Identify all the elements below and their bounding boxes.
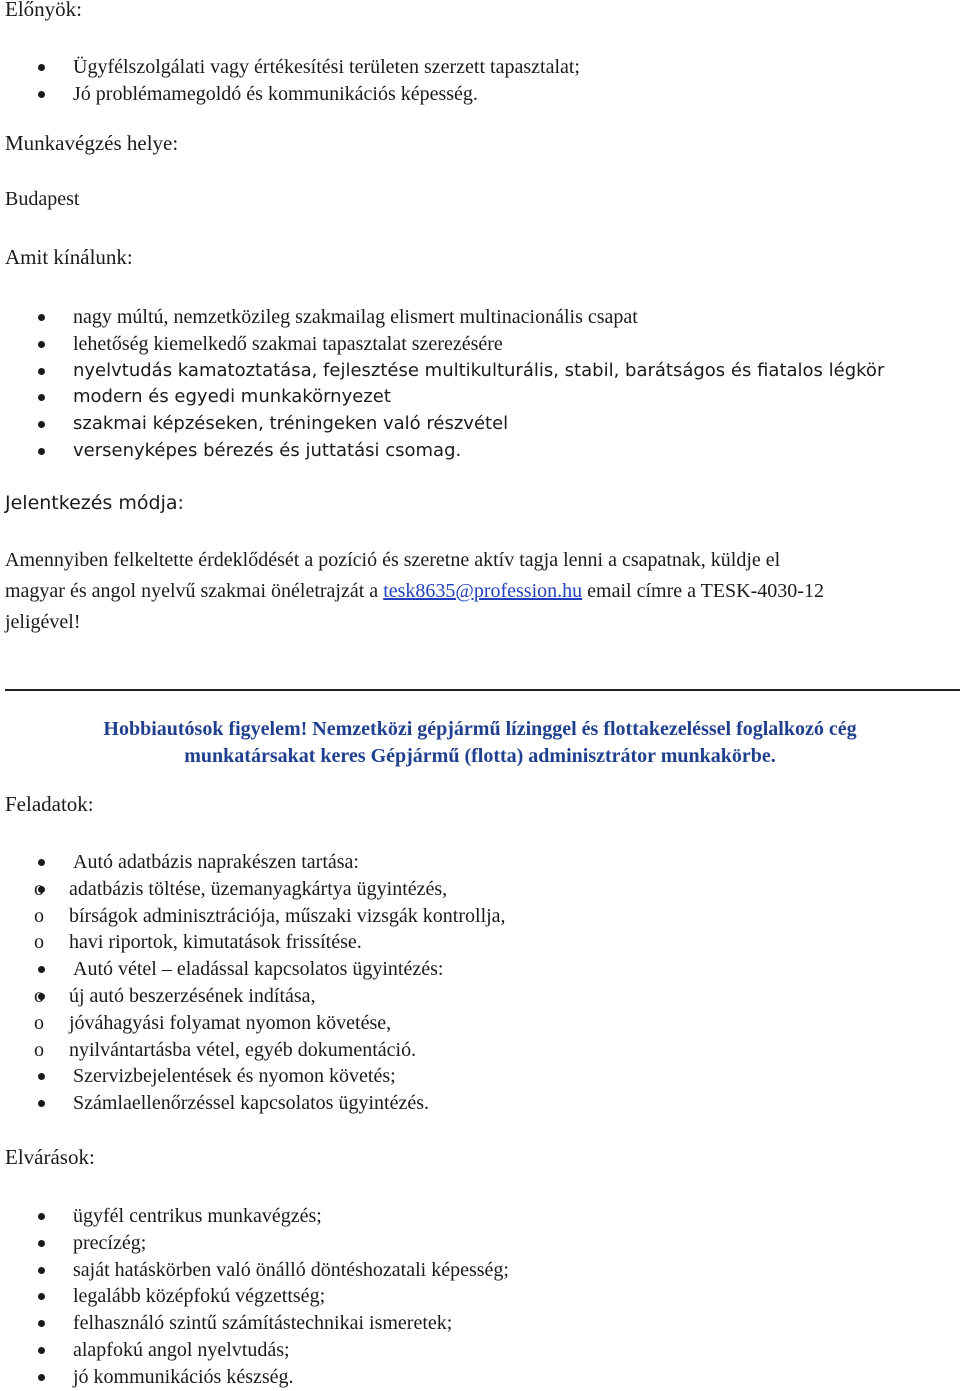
list-item: szakmai képzéseken, tréningeken való részvétel [0,411,884,438]
list-item: jó kommunikációs készség. [0,1364,509,1391]
apply-line-3: jeligével! [5,611,81,633]
heading-jelentkezes: Jelentkezés módja: [5,492,184,514]
list-item: nagy múltú, nemzetközileg szakmailag elismert multinacionális csapat [0,304,884,331]
list-item: versenyképes bérezés és juttatási csomag. [0,438,884,465]
location-text: Budapest [5,188,80,210]
list-item: nyelvtudás kamatoztatása, fejlesztése multikulturális, stabil, barátságos és fiatalos légkör [0,358,884,385]
sublist-item: o nyilvántartásba vétel, egyéb dokumentáció. [0,1037,506,1064]
list-item: legalább középfokú végzettség; [0,1283,509,1310]
sublist-item: o új autó beszerzésének indítása, [0,983,506,1010]
list-item: precízég; [0,1230,509,1257]
list-item: lehetőség kiemelkedő szakmai tapasztalat szerezésére [0,331,884,358]
sublist [0,983,506,1063]
list-item: alapfokú angol nyelvtudás; [0,1337,509,1364]
heading-kinalunk: Amit kínálunk: [5,245,133,269]
sublist-item: o havi riportok, kimutatások frissítése. [0,929,506,956]
heading-elonyok: Előnyök: [5,0,82,21]
list-item: ügyfél centrikus munkavégzés; [0,1203,509,1230]
heading-munkavegzes: Munkavégzés helye: [5,131,179,155]
elonyok-list [0,54,580,108]
apply-text-before: magyar és angol nyelvű szakmai önéletrajzát a [5,580,384,602]
heading-feladatok: Feladatok: [5,792,94,816]
list-item: Szervizbejelentések és nyomon követés; [0,1063,506,1090]
email-link[interactable]: tesk8635@profession.hu [383,580,583,602]
apply-line-1: Amennyiben felkeltette érdeklődését a pozíció és szeretne aktív tagja lenni a csapatnak, küldje el [5,549,781,571]
sublist-item: o bírságok adminisztrációja, műszaki vizsgák kontrollja, [0,903,506,930]
kinalunk-list [0,304,884,465]
sublist-wrapper [0,983,506,1063]
ad-title-line-2: munkatársakat keres Gépjármű (flotta) adminisztrátor munkakörbe. [184,745,776,767]
list-item: Jó problémamegoldó és kommunikációs képesség. [0,81,580,108]
list-item: felhasználó szintű számítástechnikai ismeretek; [0,1310,509,1337]
list-item: Ügyfélszolgálati vagy értékesítési területen szerzett tapasztalat; [0,54,580,81]
sublist-wrapper [0,876,506,956]
apply-text-after: email címre a TESK-4030-12 [582,580,824,602]
apply-line-2 [5,575,824,608]
heading-elvarasok: Elvárások: [5,1145,95,1169]
list-item: saját hatáskörben való önálló döntéshozatali képesség; [0,1257,509,1284]
list-item: Számlaellenőrzéssel kapcsolatos ügyintézés. [0,1090,506,1117]
list-item: Autó adatbázis naprakészen tartása: [0,849,506,876]
horizontal-rule [5,689,960,691]
feladatok-list [0,849,506,1117]
sublist-item: o adatbázis töltése, üzemanyagkártya ügyintézés, [0,876,506,903]
sublist-item: o jóváhagyási folyamat nyomon követése, [0,1010,506,1037]
sublist [0,876,506,956]
ad-title-line-1: Hobbiautósok figyelem! Nemzetközi gépjármű lízinggel és flottakezeléssel foglalkozó cég [103,718,857,740]
elvarasok-list [0,1203,509,1391]
list-item: Autó vétel – eladással kapcsolatos ügyintézés: [0,956,506,983]
list-item: modern és egyedi munkakörnyezet [0,384,884,411]
ad-title [0,716,960,770]
